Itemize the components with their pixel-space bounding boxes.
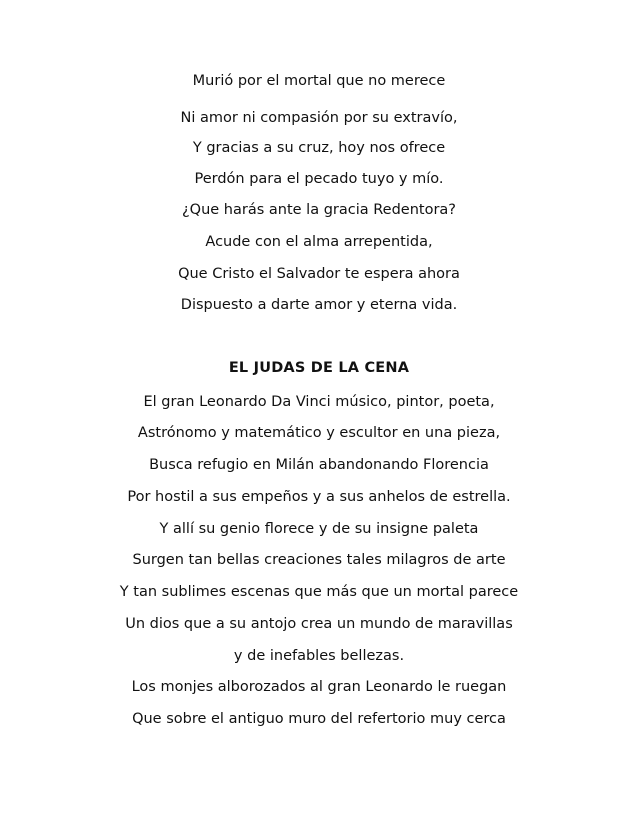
poem-line: Los monjes alborozados al gran Leonardo le ruegan (131, 679, 507, 695)
poem-line: Acude con el alma arrepentida, (205, 234, 433, 250)
poem-line: El gran Leonardo Da Vinci músico, pintor, poeta, (143, 394, 495, 410)
poem-line: ¿Que harás ante la gracia Redentora? (181, 202, 457, 218)
poem-line: Que Cristo el Salvador te espera ahora (178, 266, 460, 282)
poem-line: Dispuesto a darte amor y eterna vida. (180, 297, 458, 313)
poem-line: Y gracias a su cruz, hoy nos ofrece (192, 140, 446, 156)
poem-line: Busca refugio en Milán abandonando Florencia (149, 457, 489, 473)
poem-line: Surgen tan bellas creaciones tales milagros de arte (132, 552, 506, 568)
poem-line: Por hostil a sus empeños y a sus anhelos de estrella. (127, 489, 511, 505)
poem-line: Perdón para el pecado tuyo y mío. (194, 171, 444, 187)
poem-line: Astrónomo y matemático y escultor en una pieza, (137, 425, 501, 441)
poem-line: Y allí su genio florece y de su insigne paleta (159, 521, 479, 537)
poem-line: y de inefables bellezas. (233, 648, 405, 664)
poem-line: Murió por el mortal que no merece (192, 73, 446, 89)
poem-line: Y tan sublimes escenas que más que un mortal parece (119, 584, 519, 600)
poem-line: Ni amor ni compasión por su extravío, (180, 110, 458, 126)
poem-line: Un dios que a su antojo crea un mundo de maravillas (125, 616, 513, 632)
poem-line: Que sobre el antiguo muro del refertorio muy cerca (132, 711, 506, 727)
section-title: EL JUDAS DE LA CENA (228, 360, 410, 376)
